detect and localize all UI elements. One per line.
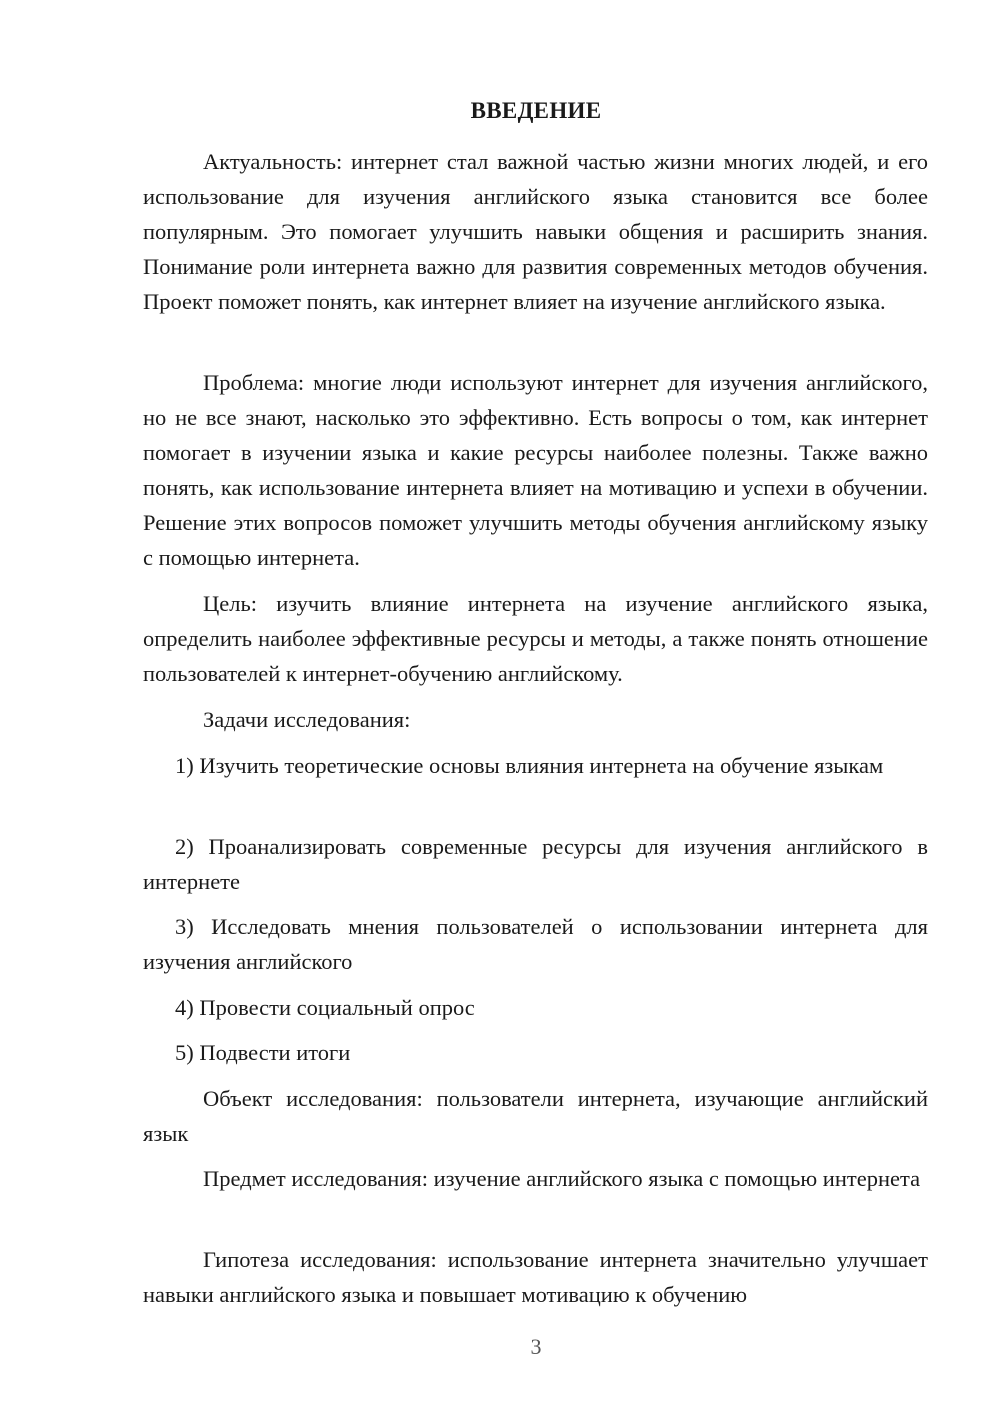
page-title: ВВЕДЕНИЕ — [470, 98, 602, 123]
task-item-1: 1) Изучить теоретические основы влияния интернета на обучение языкам — [175, 753, 884, 778]
task-item-2: 2) Проанализировать современные ресурсы для изучения английского в интернете — [143, 834, 928, 894]
tasks-heading: Задачи исследования: — [203, 707, 411, 732]
relevance-paragraph: Актуальность: интернет стал важной частью жизни многих людей, и его использование для изучения английского языка становится все более популярным. Это помогает улучшить навыки общения и расширить знания. Понимание роли интернета важно для развития современных методов обучения. Проект поможет понять, как интернет влияет на изучение английского языка. — [143, 149, 928, 314]
task-item-4: 4) Провести социальный опрос — [175, 995, 475, 1020]
goal-paragraph: Цель: изучить влияние интернета на изучение английского языка, определить наиболее эффективные ресурсы и методы, а также понять отношение пользователей к интернет-обучению английскому. — [143, 591, 928, 686]
page-number: 3 — [530, 1334, 542, 1359]
object-paragraph: Объект исследования: пользователи интернета, изучающие английский язык — [143, 1086, 928, 1146]
task-item-3: 3) Исследовать мнения пользователей о использовании интернета для изучения английского — [143, 914, 928, 974]
hypothesis-paragraph: Гипотеза исследования: использование интернета значительно улучшает навыки английского языка и повышает мотивацию к обучению — [143, 1247, 928, 1307]
subject-paragraph: Предмет исследования: изучение английского языка с помощью интернета — [203, 1166, 921, 1191]
problem-paragraph: Проблема: многие люди используют интернет для изучения английского, но не все знают, насколько это эффективно. Есть вопросы о том, как интернет помогает в изучении языка и какие ресурсы наиболее полезны. Также важно понять, как использование интернета влияет на мотивацию и успехи в обучении. Решение этих вопросов поможет улучшить методы обучения английскому языку с помощью интернета. — [143, 370, 928, 570]
task-item-5: 5) Подвести итоги — [175, 1040, 351, 1065]
